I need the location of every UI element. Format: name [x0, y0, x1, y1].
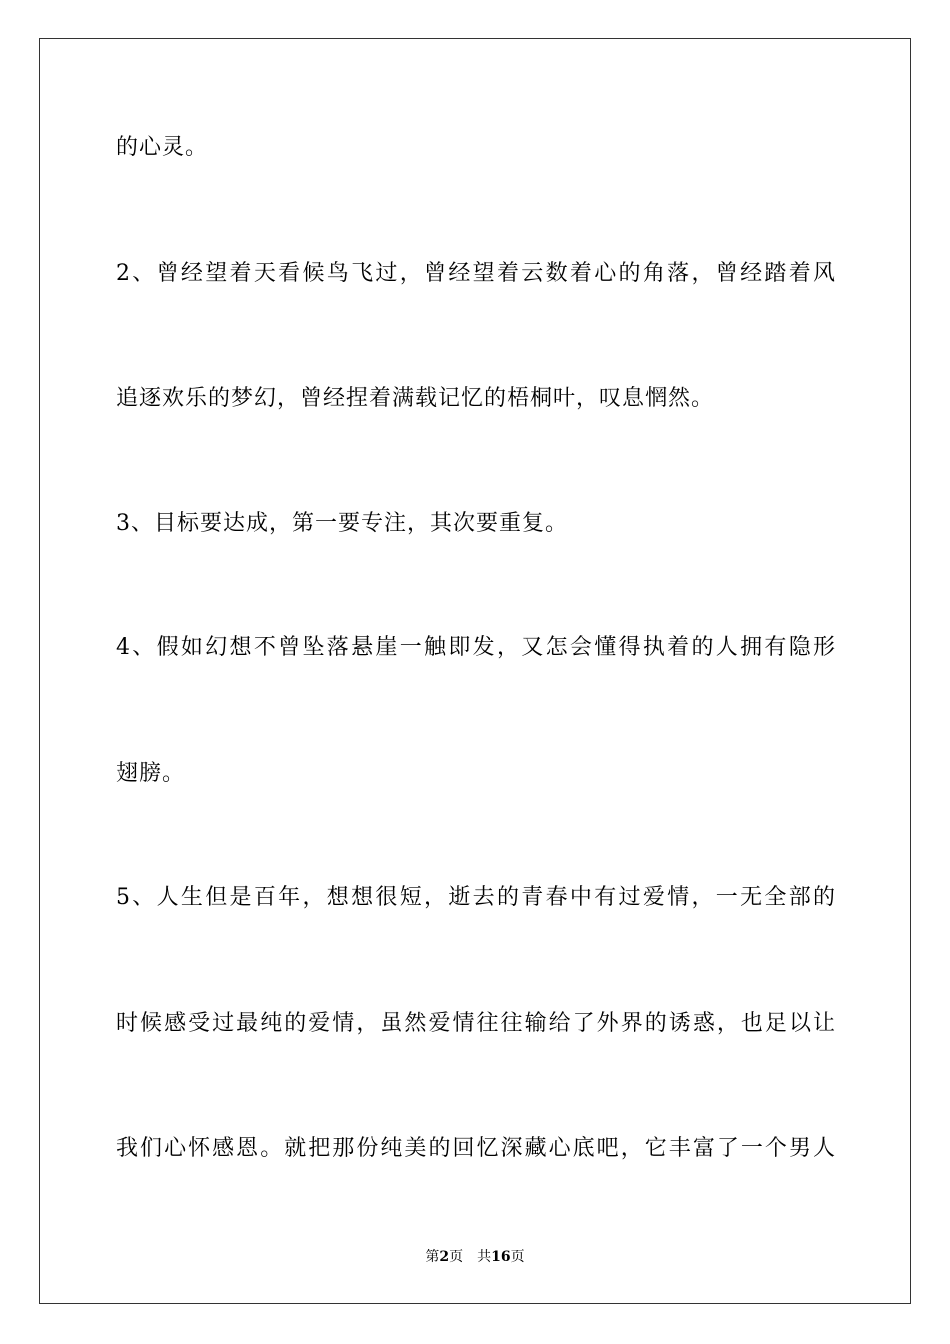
- total-pages: 16: [491, 1249, 511, 1265]
- text-line-9: 我们心怀感恩。就把那份纯美的回忆深藏心底吧，它丰富了一个男人: [116, 1136, 836, 1161]
- page-footer: [0, 1247, 950, 1267]
- text-line-1: 的心灵。: [116, 135, 209, 160]
- text-line-7: 5、人生但是百年，想想很短，逝去的青春中有过爱情，一无全部的: [116, 885, 836, 910]
- total-suffix: 页: [510, 1249, 525, 1265]
- page-number: 2: [439, 1249, 450, 1265]
- text-line-6: 翅膀。: [116, 761, 186, 786]
- page-prefix: 第: [425, 1249, 440, 1265]
- total-prefix: 共: [477, 1249, 492, 1265]
- text-line-2: 2、曾经望着天看候鸟飞过，曾经望着云数着心的角落，曾经踏着风: [116, 261, 836, 286]
- page-border: [39, 38, 911, 1304]
- text-line-3: 追逐欢乐的梦幻，曾经捏着满载记忆的梧桐叶，叹息惘然。: [116, 386, 715, 411]
- text-line-4: 3、目标要达成，第一要专注，其次要重复。: [116, 511, 568, 536]
- text-line-5: 4、假如幻想不曾坠落悬崖一触即发，又怎会懂得执着的人拥有隐形: [116, 635, 836, 660]
- text-line-8: 时候感受过最纯的爱情，虽然爱情往往输给了外界的诱惑，也足以让: [116, 1011, 836, 1036]
- page-suffix: 页: [449, 1249, 464, 1265]
